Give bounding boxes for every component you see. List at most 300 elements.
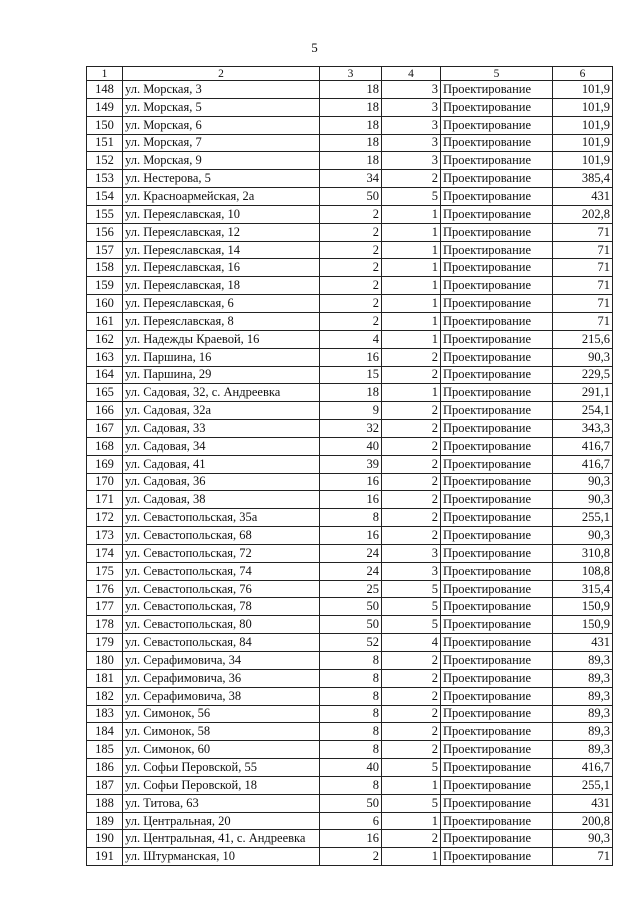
col-6-value-cell: 71 bbox=[553, 848, 613, 866]
col-4-value-cell: 2 bbox=[382, 527, 441, 545]
col-6-value-cell: 90,3 bbox=[553, 830, 613, 848]
address-cell: ул. Переяславская, 16 bbox=[123, 259, 320, 277]
header-col-2: 2 bbox=[123, 67, 320, 81]
col-4-value-cell: 1 bbox=[382, 384, 441, 402]
table-row bbox=[87, 741, 613, 759]
col-4-value-cell: 1 bbox=[382, 848, 441, 866]
table-row bbox=[87, 598, 613, 616]
col-4-value-cell: 5 bbox=[382, 616, 441, 634]
col-4-value-cell: 1 bbox=[382, 312, 441, 330]
address-cell: ул. Нестерова, 5 bbox=[123, 170, 320, 188]
col-4-value-cell: 2 bbox=[382, 705, 441, 723]
col-4-value-cell: 2 bbox=[382, 491, 441, 509]
header-row bbox=[87, 67, 613, 81]
col-4-value-cell: 3 bbox=[382, 81, 441, 99]
data-table bbox=[86, 66, 613, 866]
table-row bbox=[87, 98, 613, 116]
row-number-cell: 168 bbox=[87, 437, 123, 455]
status-cell: Проектирование bbox=[441, 759, 553, 777]
col-6-value-cell: 254,1 bbox=[553, 402, 613, 420]
table-row bbox=[87, 277, 613, 295]
header-col-1: 1 bbox=[87, 67, 123, 81]
status-cell: Проектирование bbox=[441, 241, 553, 259]
col-4-value-cell: 5 bbox=[382, 188, 441, 206]
address-cell: ул. Севастопольская, 78 bbox=[123, 598, 320, 616]
col-6-value-cell: 229,5 bbox=[553, 366, 613, 384]
table-row bbox=[87, 134, 613, 152]
col-6-value-cell: 90,3 bbox=[553, 473, 613, 491]
address-cell: ул. Серафимовича, 36 bbox=[123, 669, 320, 687]
col-3-value-cell: 8 bbox=[320, 705, 382, 723]
row-number-cell: 159 bbox=[87, 277, 123, 295]
address-cell: ул. Севастопольская, 35а bbox=[123, 509, 320, 527]
table-row bbox=[87, 312, 613, 330]
table-row bbox=[87, 420, 613, 438]
status-cell: Проектирование bbox=[441, 98, 553, 116]
status-cell: Проектирование bbox=[441, 652, 553, 670]
col-3-value-cell: 25 bbox=[320, 580, 382, 598]
col-3-value-cell: 18 bbox=[320, 116, 382, 134]
status-cell: Проектирование bbox=[441, 776, 553, 794]
address-cell: ул. Переяславская, 10 bbox=[123, 205, 320, 223]
row-number-cell: 170 bbox=[87, 473, 123, 491]
table-row bbox=[87, 687, 613, 705]
col-3-value-cell: 2 bbox=[320, 312, 382, 330]
status-cell: Проектирование bbox=[441, 223, 553, 241]
col-4-value-cell: 3 bbox=[382, 116, 441, 134]
address-cell: ул. Надежды Краевой, 16 bbox=[123, 330, 320, 348]
row-number-cell: 183 bbox=[87, 705, 123, 723]
address-cell: ул. Серафимовича, 38 bbox=[123, 687, 320, 705]
col-3-value-cell: 9 bbox=[320, 402, 382, 420]
table-row bbox=[87, 384, 613, 402]
row-number-cell: 165 bbox=[87, 384, 123, 402]
row-number-cell: 182 bbox=[87, 687, 123, 705]
col-3-value-cell: 8 bbox=[320, 741, 382, 759]
col-4-value-cell: 2 bbox=[382, 473, 441, 491]
col-3-value-cell: 18 bbox=[320, 384, 382, 402]
status-cell: Проектирование bbox=[441, 116, 553, 134]
row-number-cell: 160 bbox=[87, 295, 123, 313]
status-cell: Проектирование bbox=[441, 330, 553, 348]
col-4-value-cell: 2 bbox=[382, 437, 441, 455]
row-number-cell: 190 bbox=[87, 830, 123, 848]
col-6-value-cell: 108,8 bbox=[553, 562, 613, 580]
col-3-value-cell: 16 bbox=[320, 348, 382, 366]
row-number-cell: 184 bbox=[87, 723, 123, 741]
row-number-cell: 162 bbox=[87, 330, 123, 348]
table-row bbox=[87, 170, 613, 188]
col-6-value-cell: 416,7 bbox=[553, 437, 613, 455]
col-6-value-cell: 255,1 bbox=[553, 776, 613, 794]
col-6-value-cell: 71 bbox=[553, 277, 613, 295]
table-row bbox=[87, 223, 613, 241]
table-row bbox=[87, 848, 613, 866]
row-number-cell: 189 bbox=[87, 812, 123, 830]
address-cell: ул. Садовая, 38 bbox=[123, 491, 320, 509]
row-number-cell: 187 bbox=[87, 776, 123, 794]
col-3-value-cell: 8 bbox=[320, 509, 382, 527]
col-4-value-cell: 2 bbox=[382, 402, 441, 420]
address-cell: ул. Садовая, 32, с. Андреевка bbox=[123, 384, 320, 402]
row-number-cell: 177 bbox=[87, 598, 123, 616]
col-3-value-cell: 18 bbox=[320, 81, 382, 99]
table-row bbox=[87, 241, 613, 259]
address-cell: ул. Садовая, 41 bbox=[123, 455, 320, 473]
status-cell: Проектирование bbox=[441, 634, 553, 652]
table-header bbox=[87, 67, 613, 81]
col-3-value-cell: 2 bbox=[320, 848, 382, 866]
col-3-value-cell: 2 bbox=[320, 295, 382, 313]
address-cell: ул. Севастопольская, 84 bbox=[123, 634, 320, 652]
col-3-value-cell: 18 bbox=[320, 98, 382, 116]
row-number-cell: 185 bbox=[87, 741, 123, 759]
col-3-value-cell: 16 bbox=[320, 830, 382, 848]
row-number-cell: 178 bbox=[87, 616, 123, 634]
table-row bbox=[87, 116, 613, 134]
row-number-cell: 153 bbox=[87, 170, 123, 188]
row-number-cell: 163 bbox=[87, 348, 123, 366]
row-number-cell: 164 bbox=[87, 366, 123, 384]
row-number-cell: 148 bbox=[87, 81, 123, 99]
col-3-value-cell: 16 bbox=[320, 527, 382, 545]
col-3-value-cell: 8 bbox=[320, 669, 382, 687]
row-number-cell: 161 bbox=[87, 312, 123, 330]
col-3-value-cell: 39 bbox=[320, 455, 382, 473]
col-4-value-cell: 2 bbox=[382, 170, 441, 188]
table-row bbox=[87, 723, 613, 741]
col-6-value-cell: 89,3 bbox=[553, 669, 613, 687]
row-number-cell: 188 bbox=[87, 794, 123, 812]
col-4-value-cell: 2 bbox=[382, 455, 441, 473]
col-4-value-cell: 2 bbox=[382, 509, 441, 527]
status-cell: Проектирование bbox=[441, 473, 553, 491]
status-cell: Проектирование bbox=[441, 669, 553, 687]
col-3-value-cell: 16 bbox=[320, 491, 382, 509]
address-cell: ул. Садовая, 32а bbox=[123, 402, 320, 420]
col-4-value-cell: 1 bbox=[382, 259, 441, 277]
address-cell: ул. Центральная, 41, с. Андреевка bbox=[123, 830, 320, 848]
col-3-value-cell: 6 bbox=[320, 812, 382, 830]
col-4-value-cell: 5 bbox=[382, 598, 441, 616]
address-cell: ул. Серафимовича, 34 bbox=[123, 652, 320, 670]
col-3-value-cell: 8 bbox=[320, 652, 382, 670]
col-6-value-cell: 200,8 bbox=[553, 812, 613, 830]
row-number-cell: 174 bbox=[87, 544, 123, 562]
status-cell: Проектирование bbox=[441, 134, 553, 152]
table-row bbox=[87, 776, 613, 794]
status-cell: Проектирование bbox=[441, 170, 553, 188]
header-col-5: 5 bbox=[441, 67, 553, 81]
header-col-3: 3 bbox=[320, 67, 382, 81]
col-6-value-cell: 215,6 bbox=[553, 330, 613, 348]
status-cell: Проектирование bbox=[441, 402, 553, 420]
row-number-cell: 157 bbox=[87, 241, 123, 259]
table-row bbox=[87, 205, 613, 223]
status-cell: Проектирование bbox=[441, 384, 553, 402]
status-cell: Проектирование bbox=[441, 830, 553, 848]
col-3-value-cell: 2 bbox=[320, 223, 382, 241]
table-row bbox=[87, 152, 613, 170]
status-cell: Проектирование bbox=[441, 687, 553, 705]
col-4-value-cell: 1 bbox=[382, 812, 441, 830]
address-cell: ул. Паршина, 16 bbox=[123, 348, 320, 366]
status-cell: Проектирование bbox=[441, 420, 553, 438]
status-cell: Проектирование bbox=[441, 741, 553, 759]
address-cell: ул. Переяславская, 6 bbox=[123, 295, 320, 313]
address-cell: ул. Симонок, 60 bbox=[123, 741, 320, 759]
col-6-value-cell: 255,1 bbox=[553, 509, 613, 527]
col-6-value-cell: 71 bbox=[553, 295, 613, 313]
status-cell: Проектирование bbox=[441, 81, 553, 99]
table-row bbox=[87, 616, 613, 634]
table-row bbox=[87, 652, 613, 670]
status-cell: Проектирование bbox=[441, 455, 553, 473]
col-3-value-cell: 4 bbox=[320, 330, 382, 348]
status-cell: Проектирование bbox=[441, 562, 553, 580]
status-cell: Проектирование bbox=[441, 580, 553, 598]
col-3-value-cell: 8 bbox=[320, 776, 382, 794]
address-cell: ул. Севастопольская, 74 bbox=[123, 562, 320, 580]
col-4-value-cell: 5 bbox=[382, 580, 441, 598]
address-cell: ул. Севастопольская, 72 bbox=[123, 544, 320, 562]
status-cell: Проектирование bbox=[441, 598, 553, 616]
col-4-value-cell: 3 bbox=[382, 98, 441, 116]
col-4-value-cell: 2 bbox=[382, 830, 441, 848]
col-6-value-cell: 71 bbox=[553, 223, 613, 241]
col-6-value-cell: 101,9 bbox=[553, 116, 613, 134]
col-6-value-cell: 416,7 bbox=[553, 759, 613, 777]
col-6-value-cell: 90,3 bbox=[553, 527, 613, 545]
table-row bbox=[87, 473, 613, 491]
row-number-cell: 151 bbox=[87, 134, 123, 152]
table-row bbox=[87, 330, 613, 348]
address-cell: ул. Штурманская, 10 bbox=[123, 848, 320, 866]
table-row bbox=[87, 81, 613, 99]
col-6-value-cell: 90,3 bbox=[553, 348, 613, 366]
address-cell: ул. Симонок, 58 bbox=[123, 723, 320, 741]
col-6-value-cell: 385,4 bbox=[553, 170, 613, 188]
col-4-value-cell: 2 bbox=[382, 652, 441, 670]
row-number-cell: 152 bbox=[87, 152, 123, 170]
col-3-value-cell: 2 bbox=[320, 259, 382, 277]
table-row bbox=[87, 830, 613, 848]
table-row bbox=[87, 366, 613, 384]
table-row bbox=[87, 402, 613, 420]
status-cell: Проектирование bbox=[441, 705, 553, 723]
col-6-value-cell: 71 bbox=[553, 241, 613, 259]
table-row bbox=[87, 544, 613, 562]
status-cell: Проектирование bbox=[441, 491, 553, 509]
address-cell: ул. Садовая, 33 bbox=[123, 420, 320, 438]
header-col-4: 4 bbox=[382, 67, 441, 81]
col-6-value-cell: 431 bbox=[553, 794, 613, 812]
col-4-value-cell: 1 bbox=[382, 241, 441, 259]
address-cell: ул. Переяславская, 8 bbox=[123, 312, 320, 330]
row-number-cell: 175 bbox=[87, 562, 123, 580]
status-cell: Проектирование bbox=[441, 812, 553, 830]
address-cell: ул. Севастопольская, 80 bbox=[123, 616, 320, 634]
status-cell: Проектирование bbox=[441, 152, 553, 170]
status-cell: Проектирование bbox=[441, 527, 553, 545]
address-cell: ул. Симонок, 56 bbox=[123, 705, 320, 723]
col-4-value-cell: 2 bbox=[382, 348, 441, 366]
row-number-cell: 155 bbox=[87, 205, 123, 223]
address-cell: ул. Садовая, 36 bbox=[123, 473, 320, 491]
address-cell: ул. Садовая, 34 bbox=[123, 437, 320, 455]
address-cell: ул. Переяславская, 14 bbox=[123, 241, 320, 259]
address-cell: ул. Севастопольская, 68 bbox=[123, 527, 320, 545]
col-6-value-cell: 431 bbox=[553, 188, 613, 206]
col-6-value-cell: 315,4 bbox=[553, 580, 613, 598]
row-number-cell: 180 bbox=[87, 652, 123, 670]
status-cell: Проектирование bbox=[441, 723, 553, 741]
address-cell: ул. Морская, 6 bbox=[123, 116, 320, 134]
col-3-value-cell: 2 bbox=[320, 241, 382, 259]
col-4-value-cell: 2 bbox=[382, 687, 441, 705]
table-row bbox=[87, 527, 613, 545]
table-body bbox=[87, 81, 613, 866]
status-cell: Проектирование bbox=[441, 794, 553, 812]
col-6-value-cell: 101,9 bbox=[553, 134, 613, 152]
col-4-value-cell: 2 bbox=[382, 669, 441, 687]
col-3-value-cell: 24 bbox=[320, 562, 382, 580]
row-number-cell: 154 bbox=[87, 188, 123, 206]
col-4-value-cell: 2 bbox=[382, 741, 441, 759]
col-6-value-cell: 89,3 bbox=[553, 705, 613, 723]
table-row bbox=[87, 455, 613, 473]
address-cell: ул. Морская, 9 bbox=[123, 152, 320, 170]
col-4-value-cell: 5 bbox=[382, 759, 441, 777]
table-row bbox=[87, 509, 613, 527]
col-4-value-cell: 1 bbox=[382, 776, 441, 794]
col-6-value-cell: 71 bbox=[553, 312, 613, 330]
col-3-value-cell: 40 bbox=[320, 759, 382, 777]
col-3-value-cell: 8 bbox=[320, 687, 382, 705]
col-3-value-cell: 18 bbox=[320, 134, 382, 152]
col-6-value-cell: 150,9 bbox=[553, 616, 613, 634]
col-6-value-cell: 90,3 bbox=[553, 491, 613, 509]
col-4-value-cell: 2 bbox=[382, 420, 441, 438]
table-row bbox=[87, 812, 613, 830]
address-cell: ул. Морская, 7 bbox=[123, 134, 320, 152]
col-3-value-cell: 52 bbox=[320, 634, 382, 652]
table-row bbox=[87, 259, 613, 277]
table-row bbox=[87, 580, 613, 598]
col-6-value-cell: 202,8 bbox=[553, 205, 613, 223]
col-6-value-cell: 431 bbox=[553, 634, 613, 652]
row-number-cell: 173 bbox=[87, 527, 123, 545]
col-3-value-cell: 32 bbox=[320, 420, 382, 438]
status-cell: Проектирование bbox=[441, 616, 553, 634]
col-6-value-cell: 101,9 bbox=[553, 81, 613, 99]
status-cell: Проектирование bbox=[441, 348, 553, 366]
col-4-value-cell: 2 bbox=[382, 723, 441, 741]
table-row bbox=[87, 491, 613, 509]
col-6-value-cell: 89,3 bbox=[553, 652, 613, 670]
row-number-cell: 176 bbox=[87, 580, 123, 598]
col-6-value-cell: 71 bbox=[553, 259, 613, 277]
status-cell: Проектирование bbox=[441, 848, 553, 866]
status-cell: Проектирование bbox=[441, 437, 553, 455]
address-cell: ул. Переяславская, 12 bbox=[123, 223, 320, 241]
row-number-cell: 167 bbox=[87, 420, 123, 438]
row-number-cell: 156 bbox=[87, 223, 123, 241]
col-3-value-cell: 50 bbox=[320, 794, 382, 812]
page-number: 5 bbox=[311, 40, 318, 55]
row-number-cell: 169 bbox=[87, 455, 123, 473]
col-4-value-cell: 3 bbox=[382, 152, 441, 170]
col-3-value-cell: 40 bbox=[320, 437, 382, 455]
table-row bbox=[87, 437, 613, 455]
table-row bbox=[87, 794, 613, 812]
address-cell: ул. Севастопольская, 76 bbox=[123, 580, 320, 598]
col-3-value-cell: 2 bbox=[320, 277, 382, 295]
col-4-value-cell: 3 bbox=[382, 562, 441, 580]
status-cell: Проектирование bbox=[441, 509, 553, 527]
row-number-cell: 149 bbox=[87, 98, 123, 116]
col-3-value-cell: 18 bbox=[320, 152, 382, 170]
col-4-value-cell: 5 bbox=[382, 794, 441, 812]
address-cell: ул. Морская, 5 bbox=[123, 98, 320, 116]
col-6-value-cell: 310,8 bbox=[553, 544, 613, 562]
table-row bbox=[87, 295, 613, 313]
status-cell: Проектирование bbox=[441, 188, 553, 206]
table-row bbox=[87, 669, 613, 687]
col-3-value-cell: 2 bbox=[320, 205, 382, 223]
col-6-value-cell: 89,3 bbox=[553, 741, 613, 759]
status-cell: Проектирование bbox=[441, 544, 553, 562]
row-number-cell: 172 bbox=[87, 509, 123, 527]
col-6-value-cell: 101,9 bbox=[553, 98, 613, 116]
col-6-value-cell: 150,9 bbox=[553, 598, 613, 616]
address-cell: ул. Софьи Перовской, 18 bbox=[123, 776, 320, 794]
status-cell: Проектирование bbox=[441, 366, 553, 384]
col-6-value-cell: 89,3 bbox=[553, 723, 613, 741]
status-cell: Проектирование bbox=[441, 205, 553, 223]
col-6-value-cell: 416,7 bbox=[553, 455, 613, 473]
col-6-value-cell: 89,3 bbox=[553, 687, 613, 705]
col-4-value-cell: 1 bbox=[382, 223, 441, 241]
col-3-value-cell: 16 bbox=[320, 473, 382, 491]
table-row bbox=[87, 348, 613, 366]
table-row bbox=[87, 188, 613, 206]
row-number-cell: 181 bbox=[87, 669, 123, 687]
status-cell: Проектирование bbox=[441, 277, 553, 295]
table-row bbox=[87, 562, 613, 580]
col-3-value-cell: 50 bbox=[320, 598, 382, 616]
col-4-value-cell: 2 bbox=[382, 366, 441, 384]
col-6-value-cell: 101,9 bbox=[553, 152, 613, 170]
address-cell: ул. Морская, 3 bbox=[123, 81, 320, 99]
status-cell: Проектирование bbox=[441, 312, 553, 330]
col-4-value-cell: 3 bbox=[382, 544, 441, 562]
status-cell: Проектирование bbox=[441, 295, 553, 313]
row-number-cell: 186 bbox=[87, 759, 123, 777]
row-number-cell: 166 bbox=[87, 402, 123, 420]
col-4-value-cell: 4 bbox=[382, 634, 441, 652]
col-4-value-cell: 1 bbox=[382, 295, 441, 313]
row-number-cell: 179 bbox=[87, 634, 123, 652]
header-col-6: 6 bbox=[553, 67, 613, 81]
table-row bbox=[87, 634, 613, 652]
col-4-value-cell: 3 bbox=[382, 134, 441, 152]
col-4-value-cell: 1 bbox=[382, 205, 441, 223]
row-number-cell: 158 bbox=[87, 259, 123, 277]
address-cell: ул. Центральная, 20 bbox=[123, 812, 320, 830]
col-6-value-cell: 291,1 bbox=[553, 384, 613, 402]
address-cell: ул. Паршина, 29 bbox=[123, 366, 320, 384]
